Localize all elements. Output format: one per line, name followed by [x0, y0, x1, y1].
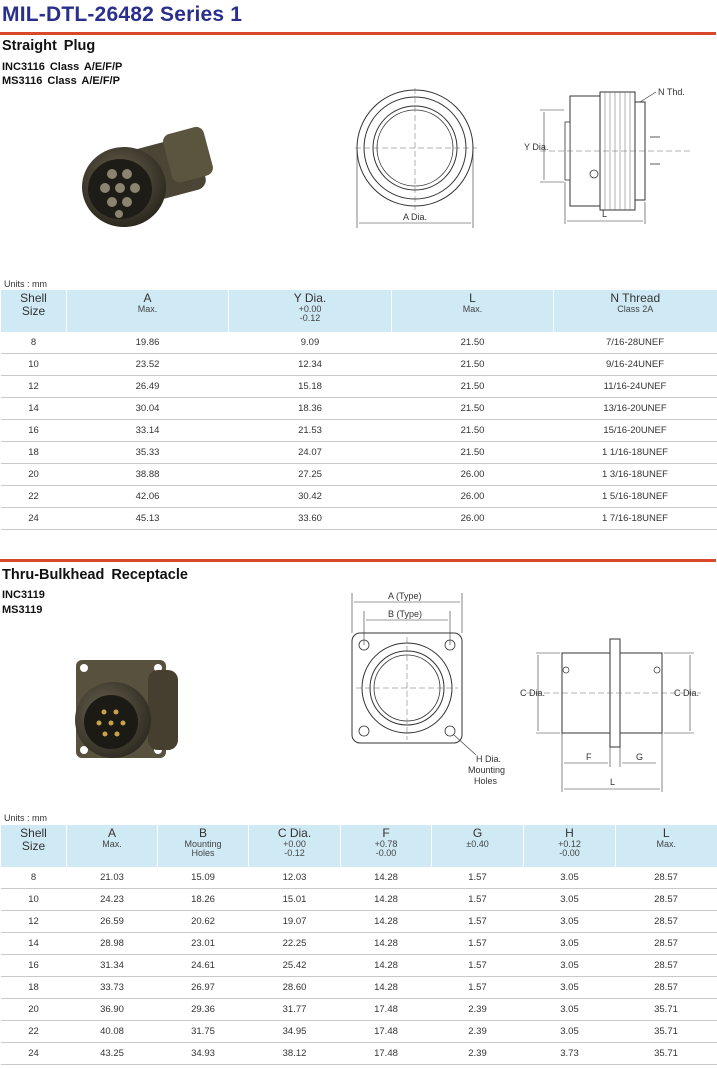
table-cell: 21.50 [392, 420, 554, 442]
table-cell: 17.48 [341, 1021, 432, 1043]
table-cell: 26.00 [392, 486, 554, 508]
column-header-sub2: -0.12 [299, 313, 321, 323]
table-cell: 3.05 [524, 867, 616, 889]
column-header-sub: +0.12 [558, 839, 581, 849]
bulkhead-receptacle-spec-table [0, 825, 717, 1065]
column-header-sub: Max. [102, 839, 122, 849]
column-header-main: B [198, 826, 207, 840]
table-cell: 18 [1, 442, 67, 464]
n-thd-label: N Thd. [658, 87, 685, 97]
table-cell: 1.57 [432, 977, 524, 999]
bulkhead-receptacle-photo [68, 650, 188, 775]
table-row [1, 977, 717, 999]
table-cell: 14.28 [341, 867, 432, 889]
table-cell: 22 [1, 1021, 67, 1043]
l-label-2: L [610, 777, 616, 787]
column-header [67, 290, 229, 332]
table-cell: 27.25 [229, 464, 392, 486]
column-header-main: F [382, 826, 390, 840]
column-header-sub: Size [21, 304, 46, 318]
table-cell: 3.05 [524, 999, 616, 1021]
table-cell: 22.25 [249, 933, 341, 955]
table-cell: 11/16-24UNEF [554, 376, 717, 398]
table-cell: 19.07 [249, 911, 341, 933]
table-cell: 26.00 [392, 508, 554, 530]
table-cell: 30.42 [229, 486, 392, 508]
table-cell: 3.05 [524, 933, 616, 955]
table-cell: 26.59 [67, 911, 158, 933]
straight-plug-side-view [520, 82, 700, 232]
page-title: MIL-DTL-26482 Series 1 [2, 3, 243, 26]
table-cell: 19.86 [67, 332, 229, 354]
table-cell: 3.05 [524, 911, 616, 933]
table-cell: 26.49 [67, 376, 229, 398]
column-header-sub: Max. [656, 839, 676, 849]
table-cell: 12 [1, 911, 67, 933]
table-cell: 18 [1, 977, 67, 999]
table-cell: 35.71 [616, 1043, 717, 1065]
table-cell: 34.93 [158, 1043, 249, 1065]
column-header-sub: Max. [137, 304, 158, 314]
table-cell: 43.25 [67, 1043, 158, 1065]
table-cell: 28.57 [616, 911, 717, 933]
table-cell: 28.98 [67, 933, 158, 955]
table-cell: 14 [1, 398, 67, 420]
table-cell: 29.36 [158, 999, 249, 1021]
h-dia-label: H Dia. [476, 754, 502, 764]
table-cell: 16 [1, 420, 67, 442]
column-header-sub2: Holes [191, 848, 215, 858]
table-cell: 18.26 [158, 889, 249, 911]
a-dia-label: A Dia. [403, 212, 428, 222]
table-cell: 24 [1, 1043, 67, 1065]
table-cell: 40.08 [67, 1021, 158, 1043]
table-cell: 33.60 [229, 508, 392, 530]
table-cell: 33.14 [67, 420, 229, 442]
table-cell: 1 7/16-18UNEF [554, 508, 717, 530]
table-cell: 15.09 [158, 867, 249, 889]
table-cell: 20 [1, 464, 67, 486]
table-cell: 21.03 [67, 867, 158, 889]
table-cell: 42.06 [67, 486, 229, 508]
table-cell: 13/16-20UNEF [554, 398, 717, 420]
table-row [1, 332, 717, 354]
section2-part-number-1: INC3119 [2, 589, 45, 601]
table-row [1, 933, 717, 955]
table-cell: 14.28 [341, 955, 432, 977]
table-cell: 12.34 [229, 354, 392, 376]
table-cell: 10 [1, 354, 67, 376]
table-cell: 21.50 [392, 332, 554, 354]
column-header-sub2: -0.00 [559, 848, 580, 858]
table-cell: 1.57 [432, 955, 524, 977]
table-cell: 45.13 [67, 508, 229, 530]
table-row [1, 955, 717, 977]
column-header-sub: Size [21, 839, 46, 853]
table-cell: 3.05 [524, 1021, 616, 1043]
table-cell: 21.53 [229, 420, 392, 442]
table-cell: 21.50 [392, 442, 554, 464]
f-label: F [586, 752, 592, 762]
table-row [1, 354, 717, 376]
table-cell: 16 [1, 955, 67, 977]
table-cell: 3.05 [524, 955, 616, 977]
section-divider-top [0, 32, 716, 35]
table-cell: 21.50 [392, 398, 554, 420]
column-header-sub: ±0.40 [466, 839, 489, 849]
table-cell: 21.50 [392, 354, 554, 376]
c-dia-left-label: C Dia. [520, 688, 546, 698]
table-row [1, 398, 717, 420]
table-cell: 1.57 [432, 867, 524, 889]
table-cell: 25.42 [249, 955, 341, 977]
column-header-sub: +0.78 [374, 839, 398, 849]
table-cell: 35.33 [67, 442, 229, 464]
bulkhead-receptacle-side-view [516, 637, 711, 797]
straight-plug-spec-table [0, 290, 717, 530]
table-cell: 20.62 [158, 911, 249, 933]
column-header-sub: Class 2A [617, 304, 654, 314]
column-header [1, 825, 67, 867]
straight-plug-front-view [355, 88, 490, 233]
table-cell: 8 [1, 332, 67, 354]
column-header-sub2: -0.00 [375, 848, 397, 858]
table-cell: 28.57 [616, 867, 717, 889]
table-cell: 24.23 [67, 889, 158, 911]
table-cell: 1.57 [432, 933, 524, 955]
column-header-main: L [662, 826, 670, 840]
table-cell: 24.61 [158, 955, 249, 977]
table-cell: 2.39 [432, 999, 524, 1021]
column-header [616, 825, 717, 867]
table-cell: 24 [1, 508, 67, 530]
table-cell: 22 [1, 486, 67, 508]
table-cell: 3.73 [524, 1043, 616, 1065]
column-header [554, 290, 717, 332]
section1-part-number-1: INC3116 Class A/E/F/P [2, 61, 123, 73]
column-header-main: Y Dia. [293, 291, 327, 305]
table-row [1, 1043, 717, 1065]
table-cell: 14.28 [341, 911, 432, 933]
bulkhead-receptacle-front-view [338, 585, 506, 790]
table-cell: 35.71 [616, 1021, 717, 1043]
table-cell: 38.12 [249, 1043, 341, 1065]
column-header [249, 825, 341, 867]
table-row [1, 1021, 717, 1043]
h-dia-holes-label: Holes [474, 776, 498, 786]
column-header-main: Shell [20, 291, 47, 305]
table-cell: 3.05 [524, 889, 616, 911]
column-header-main: G [472, 826, 483, 840]
h-dia-mounting-label: Mounting [468, 765, 506, 775]
table-cell: 14 [1, 933, 67, 955]
table-row [1, 376, 717, 398]
column-header-sub2: -0.12 [284, 848, 305, 858]
table-cell: 28.57 [616, 955, 717, 977]
table-cell: 33.73 [67, 977, 158, 999]
table-cell: 21.50 [392, 376, 554, 398]
table-cell: 23.01 [158, 933, 249, 955]
table-cell: 23.52 [67, 354, 229, 376]
table-cell: 8 [1, 867, 67, 889]
table-cell: 28.57 [616, 933, 717, 955]
table-row [1, 420, 717, 442]
table-cell: 1 3/16-18UNEF [554, 464, 717, 486]
table-cell: 12.03 [249, 867, 341, 889]
section2-part-number-2: MS3119 [2, 604, 43, 616]
table-cell: 9/16-24UNEF [554, 354, 717, 376]
section2-title: Thru-Bulkhead Receptacle [2, 567, 188, 583]
table-cell: 28.57 [616, 977, 717, 999]
table-row [1, 867, 717, 889]
table-header-row [1, 290, 717, 332]
column-header [158, 825, 249, 867]
table-cell: 2.39 [432, 1043, 524, 1065]
b-type-label: B (Type) [388, 609, 423, 619]
column-header [67, 825, 158, 867]
table-cell: 26.00 [392, 464, 554, 486]
table-cell: 34.95 [249, 1021, 341, 1043]
section1-units: Units : mm [4, 279, 48, 289]
table-row [1, 486, 717, 508]
column-header [432, 825, 524, 867]
table-cell: 26.97 [158, 977, 249, 999]
column-header-main: C Dia. [277, 826, 312, 840]
table-row [1, 999, 717, 1021]
table-cell: 38.88 [67, 464, 229, 486]
table-cell: 1.57 [432, 911, 524, 933]
a-type-label: A (Type) [388, 591, 422, 601]
column-header-sub: Mounting [184, 839, 222, 849]
column-header-sub: +0.00 [298, 304, 322, 314]
column-header-main: N Thread [610, 291, 661, 305]
table-cell: 1.57 [432, 889, 524, 911]
c-dia-right-label: C Dia. [674, 688, 700, 698]
table-cell: 24.07 [229, 442, 392, 464]
table-cell: 14.28 [341, 933, 432, 955]
table-cell: 20 [1, 999, 67, 1021]
table-cell: 9.09 [229, 332, 392, 354]
table-row [1, 464, 717, 486]
table-cell: 7/16-28UNEF [554, 332, 717, 354]
column-header-main: Shell [20, 826, 47, 840]
column-header-main: A [107, 826, 116, 840]
table-cell: 2.39 [432, 1021, 524, 1043]
column-header [1, 290, 67, 332]
column-header-main: L [469, 291, 476, 305]
table-cell: 31.34 [67, 955, 158, 977]
column-header-main: H [565, 826, 574, 840]
l-label: L [602, 209, 608, 219]
g-label: G [636, 752, 644, 762]
table-cell: 14.28 [341, 889, 432, 911]
section-divider-middle [0, 559, 716, 562]
section2-units: Units : mm [4, 813, 48, 823]
column-header-sub: +0.00 [283, 839, 306, 849]
table-cell: 28.60 [249, 977, 341, 999]
column-header [341, 825, 432, 867]
column-header [229, 290, 392, 332]
column-header [524, 825, 616, 867]
table-cell: 12 [1, 376, 67, 398]
table-cell: 28.57 [616, 889, 717, 911]
table-cell: 18.36 [229, 398, 392, 420]
column-header [392, 290, 554, 332]
table-header-row [1, 825, 717, 867]
table-row [1, 911, 717, 933]
table-cell: 17.48 [341, 1043, 432, 1065]
table-row [1, 889, 717, 911]
table-cell: 10 [1, 889, 67, 911]
table-cell: 15/16-20UNEF [554, 420, 717, 442]
table-cell: 15.18 [229, 376, 392, 398]
table-cell: 14.28 [341, 977, 432, 999]
table-cell: 1 5/16-18UNEF [554, 486, 717, 508]
column-header-main: A [143, 291, 152, 305]
straight-plug-photo [72, 112, 232, 242]
table-cell: 36.90 [67, 999, 158, 1021]
table-row [1, 508, 717, 530]
table-cell: 30.04 [67, 398, 229, 420]
y-dia-label: Y Dia. [524, 142, 549, 152]
table-cell: 17.48 [341, 999, 432, 1021]
section1-title: Straight Plug [2, 38, 96, 54]
section1-part-number-2: MS3116 Class A/E/F/P [2, 75, 120, 87]
table-cell: 31.75 [158, 1021, 249, 1043]
table-cell: 35.71 [616, 999, 717, 1021]
column-header-sub: Max. [462, 304, 483, 314]
table-cell: 31.77 [249, 999, 341, 1021]
table-cell: 15.01 [249, 889, 341, 911]
table-cell: 3.05 [524, 977, 616, 999]
table-row [1, 442, 717, 464]
table-cell: 1 1/16-18UNEF [554, 442, 717, 464]
